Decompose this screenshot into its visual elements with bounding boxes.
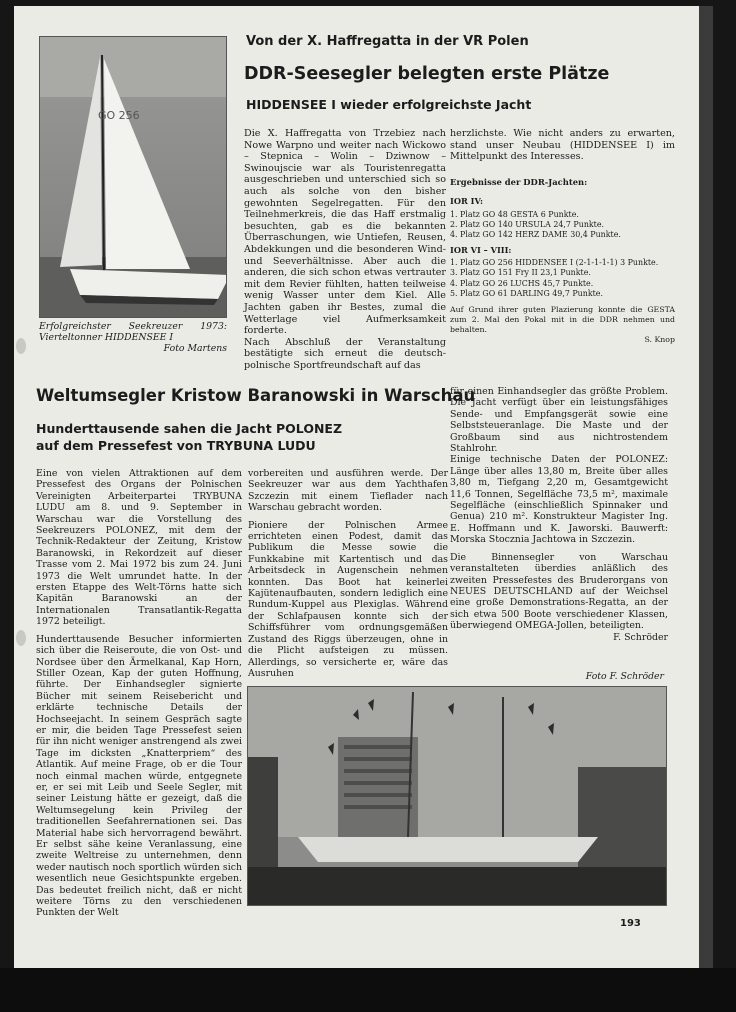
result-item: 4. Platz GO 26 LUCHS 45,7 Punkte. bbox=[450, 278, 594, 288]
results-title: Ergebnisse der DDR-Jachten: bbox=[450, 176, 588, 187]
sailboat-caption bbox=[39, 321, 227, 354]
article1-continuation: herzlichste. Wie nicht anders zu erwarten, stand unser Neubau (HIDDENSEE I) im Mittelpunkt des Interesses. bbox=[450, 128, 675, 163]
article2-subhead-line-2: auf dem Pressefest von TRYBUNA LUDU bbox=[36, 438, 316, 453]
article2-column-1 bbox=[36, 468, 242, 925]
result-item: 1. Platz GO 256 HIDDENSEE I (2-1-1-1-1) 3 Punkte. bbox=[450, 258, 659, 268]
photo-credit: Foto Martens bbox=[163, 343, 227, 354]
page-edge-shadow bbox=[699, 6, 713, 968]
article2-paragraph: Die Binnensegler von Warschau veranstalteten überdies anläßlich des zweiten Pressefestes des Bruderorgans von NEUES DEUTSCHLAND auf der Weichsel eine große Demonstrations-Regatta, an der sich etwa 500 Boote verschiedener Klassen, überwiegend OMEGA-Jollen, beteiligten. bbox=[450, 551, 668, 632]
sailboat-photo bbox=[39, 36, 227, 318]
binder-hole bbox=[16, 338, 26, 354]
article2-paragraph: Einige technische Daten der POLONEZ: Länge über alles 13,80 m, Breite über alles 3,80 m, Tiefgang 2,20 m, Gesamtgewicht 11,6 Tonnen, Segelfläche 73,5 m², maximale Segelfläche (einschließlich Spinnaker und Genua) 210 m². Konstrukteur Magister Ing. E. Hoffmann und K. Jaworski. Bauwerft: Morska Stocznia Jachtowa in Szczezin. bbox=[450, 454, 668, 546]
article2-column-3 bbox=[450, 386, 668, 643]
ior68-label: IOR VI – VIII: bbox=[450, 244, 512, 255]
result-item: 3. Platz GO 151 Fry II 23,1 Punkte. bbox=[450, 268, 591, 278]
article2-subhead-line-1: Hunderttausende sahen die Jacht POLONEZ bbox=[36, 421, 343, 436]
article1-column-2 bbox=[450, 128, 675, 345]
festival-illustration bbox=[248, 687, 666, 905]
article2-paragraph: Pioniere der Polnischen Armee errichteten einen Podest, damit das Publikum die Messe sowie die Funkkabine mit Kartentisch und das Arbeitsdeck in Augenschein nehmen konnten. Das Boot hat keinerlei Kajütenaufbauten, sondern lediglich eine Rundum-Kuppel aus Plexiglas. Während der Schlafpausen konnte sich der Schiffsführer vom ordnungsgemäßen Zustand des Riggs überzeugen, ohne in die Plicht aufsteigen zu müssen. Allerdings, so versicherte er, wäre das Ausruhen bbox=[248, 519, 448, 679]
ior4-label: IOR IV: bbox=[450, 196, 483, 207]
article1-author: S. Knop bbox=[644, 334, 675, 344]
article1-paragraph-2: Nach Abschluß der Veranstaltung bestätigte sich erneut die deutsch-polnische Sportfreundschaft auf das bbox=[244, 336, 446, 371]
article2-paragraph: Hunderttausende Besucher informierten sich über die Reiseroute, die von Ost- und Nordsee über den Ärmelkanal, Kap Horn, Stiller Ozean, Kap der guten Hoffnung, führte. Der Einhandsegler signierte Bücher mit seinem Reisebericht und erklärte technische Details der Hochseejacht. In seinem Gespräch sagte er mir, die beiden Tage Pressefest seien für ihn nicht weniger anstrengend als zwei Tage im dicksten „Knatterpriem“ des Atlantik. Auf meine Frage, ob er die Tour noch einmal machen würde, entgegnete er, er sei mit Leib und Seele Segler, mit seiner Leistung hätte er gezeigt, daß die Weltumsegelung kein Privileg der traditionellen Seefahrernationen sei. Das Material habe sich hervorragend bewährt. Er selbst sähe keine Veranlassung, eine zweite Weltreise zu unternehmen, denn weder nautisch noch sportlich würden sich wesentlich neue Gesichtspunkte ergeben. Das bedeutet freilich nicht, daß er nicht weitere Törns zu den verschiedenen Punkten der Welt bbox=[36, 633, 242, 919]
article2-paragraph: für einen Einhandsegler das größte Problem. Die Jacht verfügt über ein leistungsfähiges Sende- und Empfangsgerät sowie eine Selbststeueranlage. Die Maste und der Großbaum sind aus nichtrostendem Stahlrohr. bbox=[450, 386, 668, 455]
article1-kicker: Von der X. Haffregatta in der VR Polen bbox=[246, 34, 529, 49]
article2-paragraph: vorbereiten und ausführen werde. Der Seekreuzer war aus dem Yachthafen Szczezin mit einem Tieflader nach Warschau gebracht worden. bbox=[248, 468, 448, 514]
article1-column-1 bbox=[244, 128, 446, 377]
result-item: 4. Platz GO 142 HERZ DAME 30,4 Punkte. bbox=[450, 230, 621, 240]
photo-caption: Erfolgreichster Seekreuzer 1973: Vierteltonner HIDDENSEE I bbox=[39, 321, 227, 343]
article1-paragraph: Die X. Haffregatta von Trzebiez nach Nowe Warpno und weiter nach Wickowo – Stepnica – Wolin – Dziwnow – Swinoujscie war als Touristenregatta ausgeschrieben und unterschied sich so auch als solche von den bisher gewohnten Segelregatten. Für den Teilnehmerkreis, die das Haff erstmalig besuchten, gab es die bekannten Überraschungen, wie Untiefen, Reusen, Abdekkungen und die besonderen Wind- und Seeverhältnisse. Aber auch die anderen, die sich schon etwas vertrauter mit dem Revier fühlten, hatten teilweise wenig Wasser unter dem Kiel. Alle Jachten gaben ihr Bestes, zumal die Wetterlage viel Aufmerksamkeit forderte. bbox=[244, 128, 446, 337]
result-item: 2. Platz GO 140 URSULA 24,7 Punkte. bbox=[450, 220, 605, 230]
article2-subhead bbox=[36, 420, 342, 454]
article1-subhead: HIDDENSEE I wieder erfolgreichste Jacht bbox=[246, 97, 532, 112]
scan-background bbox=[0, 968, 736, 1012]
festival-photo bbox=[247, 686, 667, 906]
result-item: 5. Platz GO 61 DARLING 49,7 Punkte. bbox=[450, 288, 603, 298]
ior68-results bbox=[450, 258, 675, 299]
results-closing: Auf Grund ihrer guten Plazierung konnte die GESTA zum 2. Mal den Pokal mit in die DDR nehmen und behalten. bbox=[450, 304, 675, 334]
article1-headline: DDR-Seesegler belegten erste Plätze bbox=[244, 64, 610, 84]
article2-author: F. Schröder bbox=[613, 631, 668, 643]
page-number: 193 bbox=[620, 918, 641, 929]
magazine-page bbox=[14, 6, 699, 968]
binder-hole bbox=[16, 630, 26, 646]
festival-photo-credit: Foto F. Schröder bbox=[585, 671, 664, 682]
article2-column-2 bbox=[248, 468, 448, 685]
article2-paragraph: Eine von vielen Attraktionen auf dem Pressefest des Organs der Polnischen Vereinigten Arbeiterpartei TRYBUNA LUDU am 8. und 9. September in Warschau war die Vorstellung des Seekreuzers POLONEZ, mit dem der Technik-Redakteur der Zeitung, Kristow Baranowski, in Rekordzeit auf dieser Trasse vom 2. Mai 1972 bis zum 24. Juni 1973 die Welt umrundet hatte. In der ersten Etappe des Welt-Törns hatte sich Kapitän Baranowski an der Internationalen Transatlantik-Regatta 1972 beteiligt. bbox=[36, 468, 242, 628]
sailboat-illustration bbox=[40, 37, 226, 317]
result-item: 1. Platz GO 48 GESTA 6 Punkte. bbox=[450, 209, 579, 219]
ior4-results bbox=[450, 210, 675, 241]
article2-headline: Weltumsegler Kristow Baranowski in Warschau bbox=[36, 386, 476, 405]
sail-number: GO 256 bbox=[98, 109, 140, 122]
